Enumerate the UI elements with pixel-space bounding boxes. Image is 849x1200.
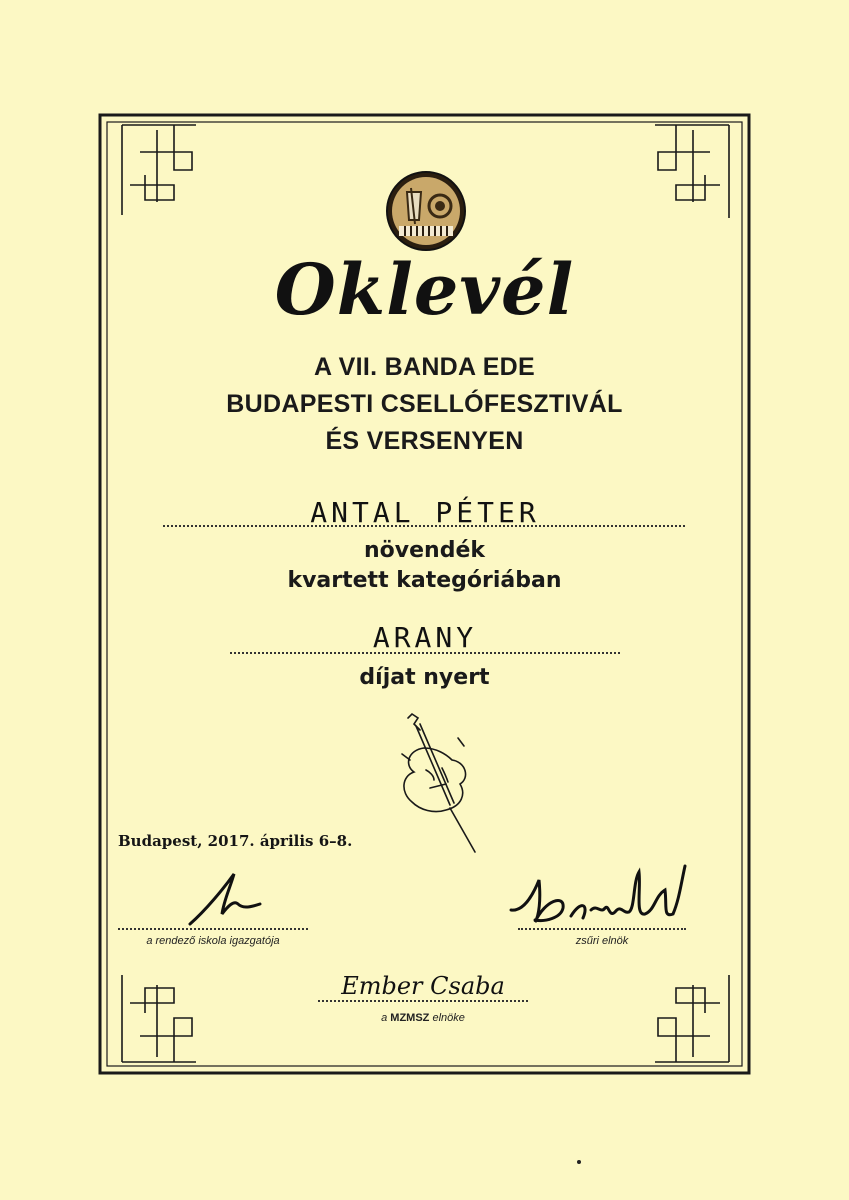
recipient-role: növendék — [364, 538, 485, 563]
corner-ornament-bottom-right — [653, 975, 729, 1065]
jury-dotted-line — [518, 928, 686, 930]
festival-heading-line-1: A VII. BANDA EDE — [313, 353, 536, 381]
corner-ornament-top-left — [122, 125, 196, 215]
corner-ornament-top-right — [653, 125, 729, 219]
paper-speck — [577, 1160, 581, 1164]
recipient-name: ANTAL PÉTER — [310, 496, 540, 529]
mzmsz-caption-org: MZMSZ — [390, 1012, 430, 1024]
mzmsz-caption — [318, 1012, 528, 1024]
music-instruments-emblem-icon — [385, 170, 467, 252]
place-and-date: Budapest, 2017. április 6–8. — [118, 832, 353, 850]
director-dotted-line — [118, 928, 308, 930]
mzmsz-dotted-line — [318, 1000, 528, 1002]
jury-caption: zsűri elnök — [575, 935, 629, 947]
mzmsz-president-signature: Ember Csaba — [341, 972, 505, 1000]
corner-ornament-bottom-left — [122, 975, 196, 1065]
festival-heading-line-2: BUDAPESTI CSELLÓFESZTIVÁL — [226, 390, 623, 418]
director-caption: a rendező iskola igazgatója — [146, 935, 280, 947]
director-signature — [186, 870, 266, 930]
mzmsz-caption-suffix: elnöke — [432, 1012, 465, 1024]
jury-president-signature — [505, 860, 695, 935]
page-title: Oklevél — [274, 248, 575, 331]
mzmsz-caption-prefix: a — [381, 1012, 388, 1024]
violin-sketch-icon — [390, 710, 490, 860]
award-suffix: díjat nyert — [359, 665, 490, 690]
recipient-category: kvartett kategóriában — [287, 568, 562, 593]
award-prize: ARANY — [372, 621, 478, 654]
festival-heading-line-3: ÉS VERSENYEN — [325, 427, 524, 455]
